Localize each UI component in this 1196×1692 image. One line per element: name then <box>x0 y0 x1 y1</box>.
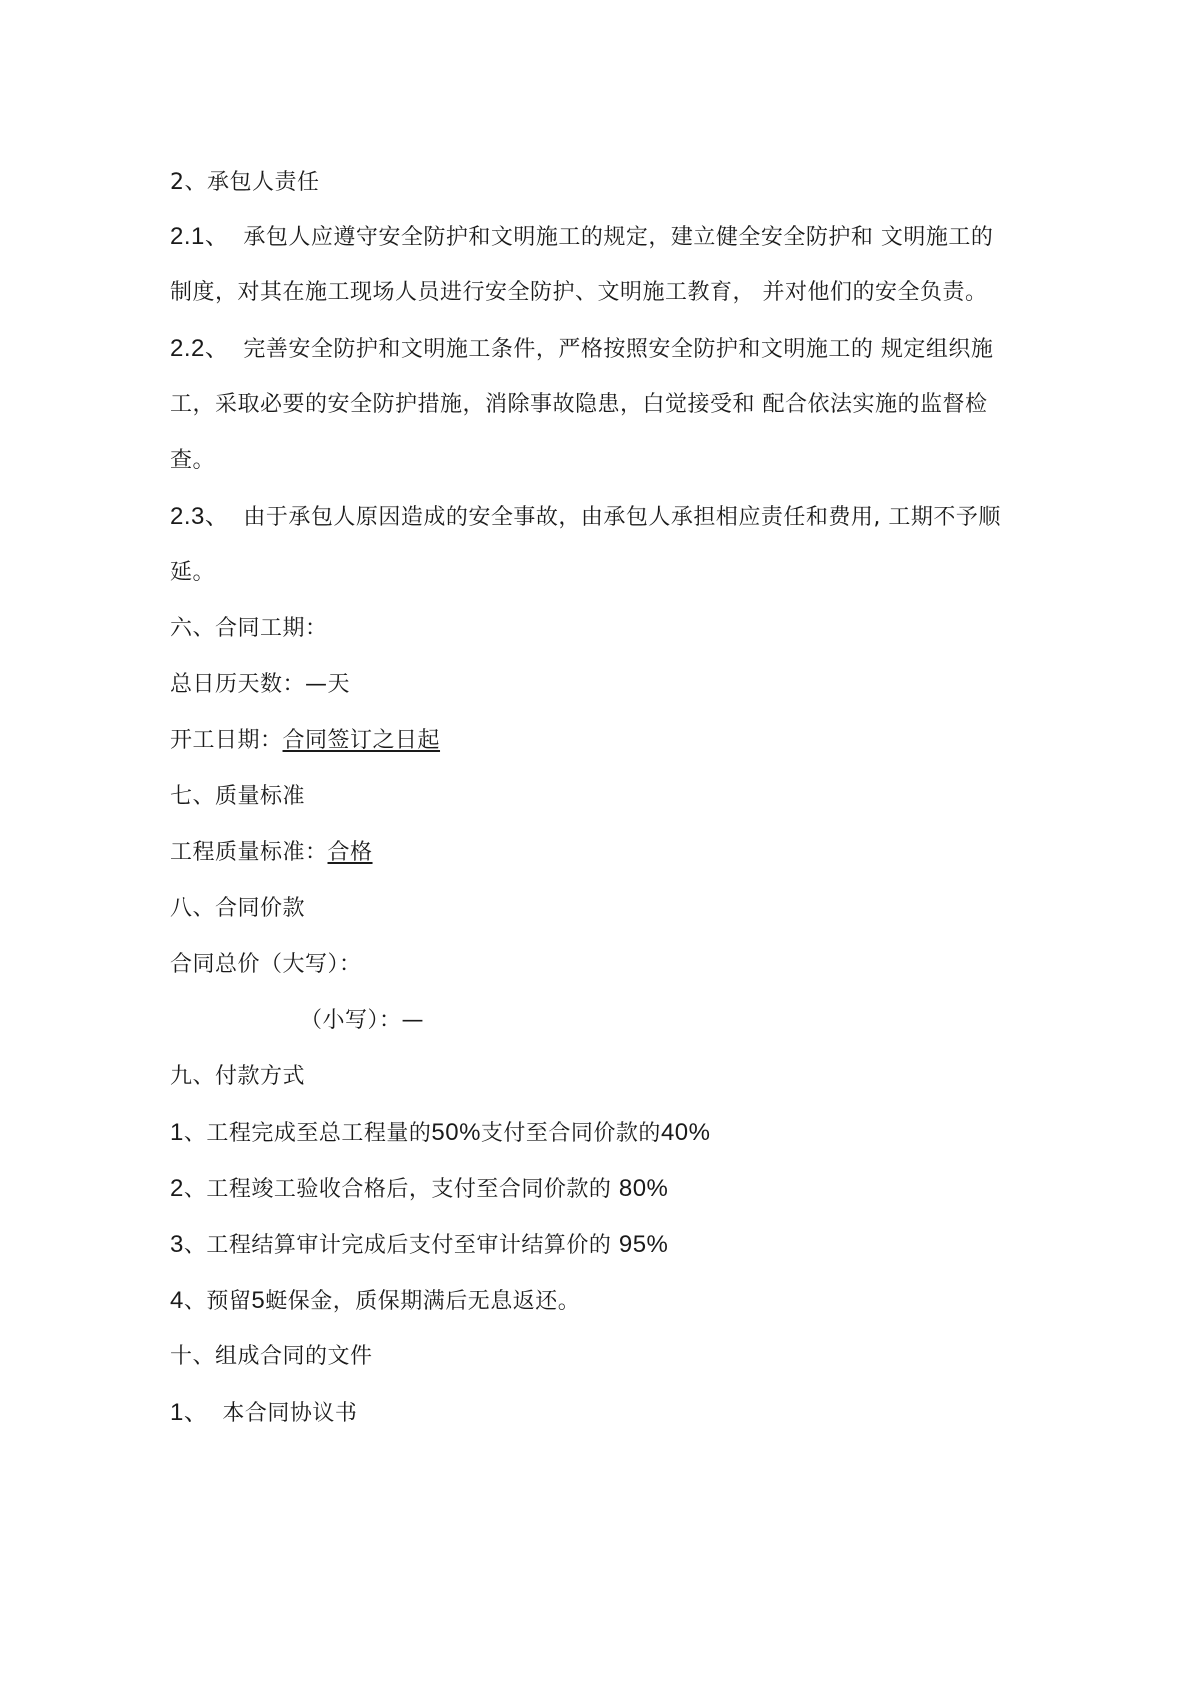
section-6-title: 六、合同工期： <box>170 616 328 641</box>
clause-2-1-line-1: 2.1、 承包人应遵守安全防护和文明施工的规定，建立健全安全防护和 文明施工的 <box>170 223 994 250</box>
total-days: 总日历天数：—天 <box>170 672 351 697</box>
section-8-title: 八、合同价款 <box>170 896 306 921</box>
payment-item-2: 2、工程竣工验收合格后，支付至合同价款的 80% <box>170 1175 669 1202</box>
clause-2-2-line-3: 查。 <box>170 448 216 473</box>
start-date-value: 合同签订之日起 <box>282 728 441 753</box>
clause-2-2-line-2: 工，采取必要的安全防护措施，消除事故隐患，白觉接受和 配合依法实施的监督检 <box>170 392 988 417</box>
section-9-title: 九、付款方式 <box>170 1064 306 1089</box>
payment-item-1: 1、工程完成至总工程量的50%支付至合同价款的40% <box>170 1119 711 1146</box>
clause-2-3-line-1: 2.3、 由于承包人原因造成的安全事故，由承包人承担相应责任和费用, 工期不予顺 <box>170 503 1001 530</box>
section-10-title: 十、组成合同的文件 <box>170 1344 373 1369</box>
section-2-title: 2、承包人责任 <box>170 170 320 195</box>
start-date: 开工日期：合同签订之日起 <box>170 728 441 753</box>
payment-item-3: 3、工程结算审计完成后支付至审计结算价的 95% <box>170 1231 669 1258</box>
section-7-title: 七、质量标准 <box>170 784 306 809</box>
clause-number: 2.1、 <box>170 223 230 250</box>
quality-standard-value: 合格 <box>327 840 373 865</box>
clause-number: 2.3、 <box>170 503 230 530</box>
clause-number: 2.2、 <box>170 335 230 362</box>
quality-standard: 工程质量标准：合格 <box>170 840 373 865</box>
contract-document-item-1: 1、 本合同协议书 <box>170 1399 358 1426</box>
contract-total-lower: （小写）：— <box>300 1008 425 1033</box>
total-days-value: —天 <box>305 672 351 697</box>
clause-2-1-line-2: 制度，对其在施工现场人员进行安全防护、文明施工教育， 并对他们的安全负责。 <box>170 280 988 305</box>
clause-2-2-line-1: 2.2、 完善安全防护和文明施工条件，严格按照安全防护和文明施工的 规定组织施 <box>170 335 994 362</box>
contract-total-upper: 合同总价（大写）： <box>170 952 362 977</box>
clause-2-3-line-2: 延。 <box>170 560 216 585</box>
payment-item-4: 4、预留5蜓保金，质保期满后无息返还。 <box>170 1287 581 1314</box>
